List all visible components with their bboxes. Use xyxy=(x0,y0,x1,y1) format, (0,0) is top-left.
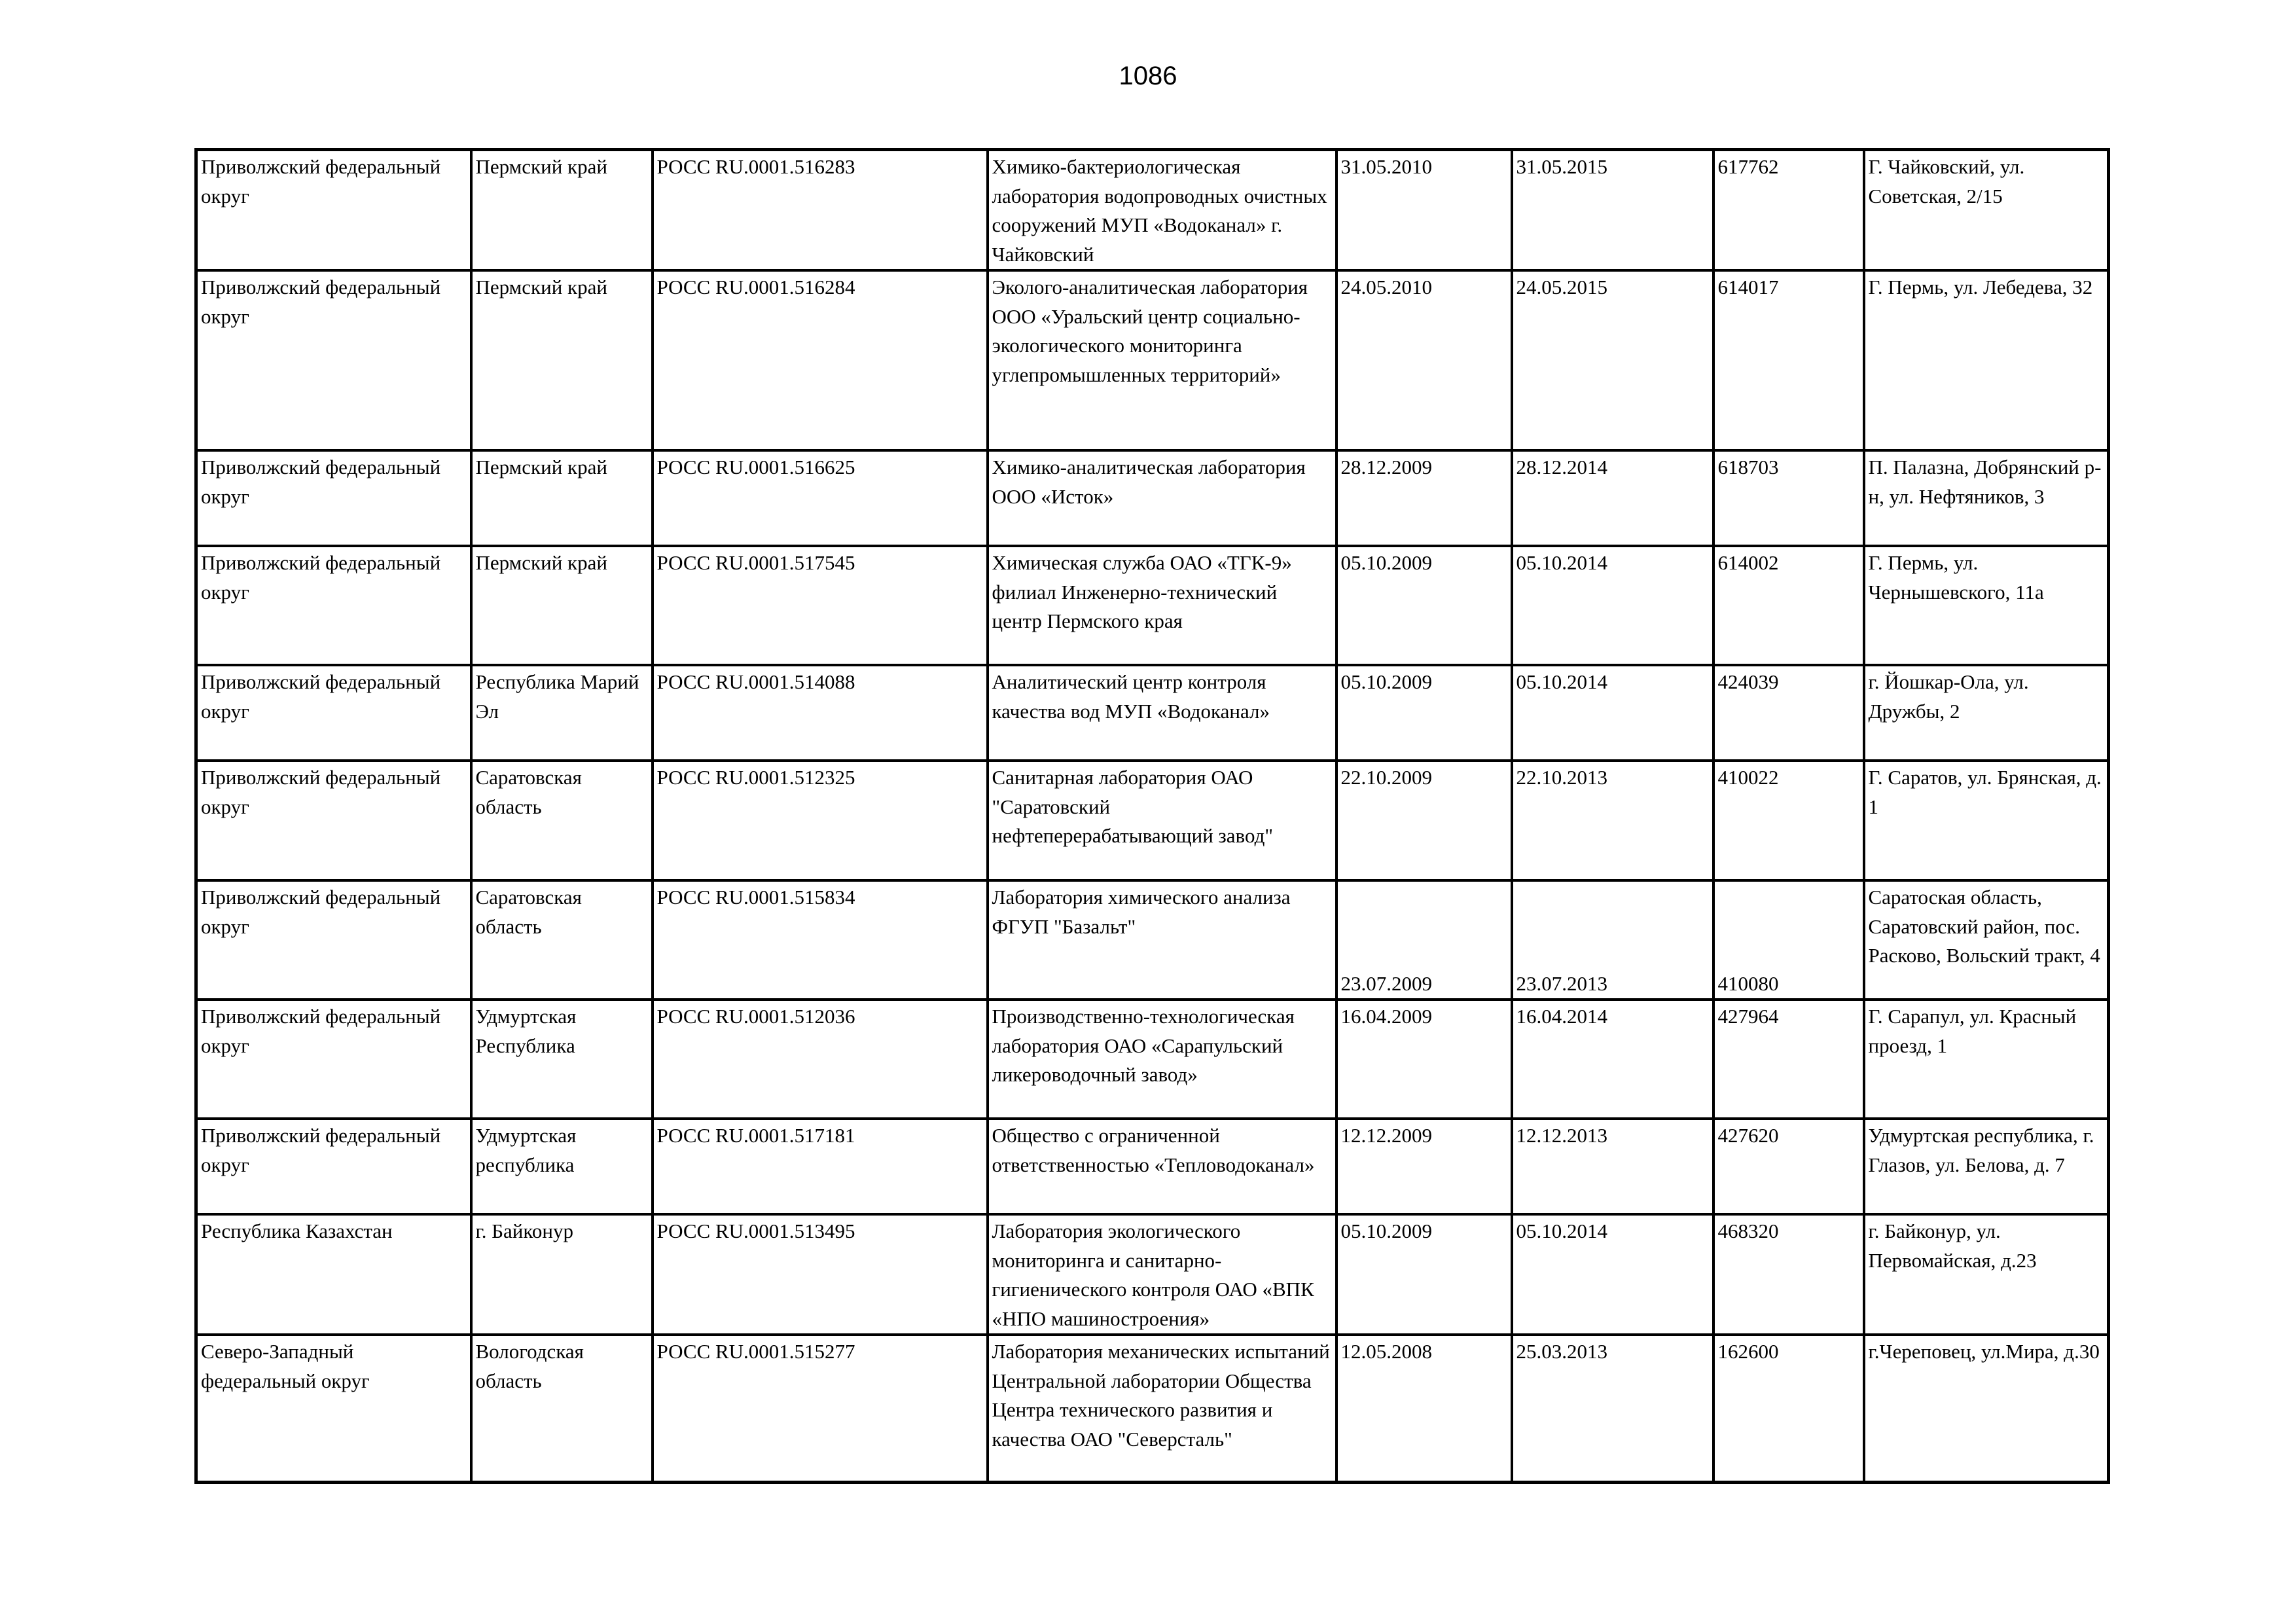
postcode-cell: 468320 xyxy=(1713,1214,1864,1335)
organization-cell: Лаборатория химического анализа ФГУП "Базальт" xyxy=(988,880,1336,1000)
date-issued-cell: 05.10.2009 xyxy=(1336,665,1512,761)
postcode-cell: 410080 xyxy=(1713,880,1864,1000)
district-cell: Приволжский федеральный округ xyxy=(196,150,471,271)
date-issued-cell: 23.07.2009 xyxy=(1336,880,1512,1000)
cert-number-cell: РОСС RU.0001.516625 xyxy=(653,450,988,546)
region-cell: Пермский край xyxy=(471,150,653,271)
table-row xyxy=(196,450,2109,546)
region-cell: Пермский край xyxy=(471,270,653,450)
address-cell: Г. Чайковский, ул. Советская, 2/15 xyxy=(1864,150,2109,271)
address-cell: П. Палазна, Добрянский р-н, ул. Нефтяников, 3 xyxy=(1864,450,2109,546)
organization-cell: Химико-аналитическая лаборатория ООО «Исток» xyxy=(988,450,1336,546)
date-valid-cell: 22.10.2013 xyxy=(1512,761,1713,880)
date-issued-cell: 05.10.2009 xyxy=(1336,546,1512,665)
organization-cell: Химическая служба ОАО «ТГК-9» филиал Инженерно-технический центр Пермского края xyxy=(988,546,1336,665)
address-cell: Г. Сарапул, ул. Красный проезд, 1 xyxy=(1864,1000,2109,1119)
cert-number-cell: РОСС RU.0001.514088 xyxy=(653,665,988,761)
postcode-cell: 618703 xyxy=(1713,450,1864,546)
accreditation-table xyxy=(194,148,2110,1484)
address-cell: Г. Пермь, ул. Лебедева, 32 xyxy=(1864,270,2109,450)
postcode-cell: 614002 xyxy=(1713,546,1864,665)
district-cell: Приволжский федеральный округ xyxy=(196,761,471,880)
region-cell: г. Байконур xyxy=(471,1214,653,1335)
date-valid-cell: 25.03.2013 xyxy=(1512,1335,1713,1482)
table-row xyxy=(196,665,2109,761)
table-row xyxy=(196,1214,2109,1335)
address-cell: г. Байконур, ул. Первомайская, д.23 xyxy=(1864,1214,2109,1335)
table-row xyxy=(196,150,2109,271)
cert-number-cell: РОСС RU.0001.516283 xyxy=(653,150,988,271)
address-cell: г. Йошкар-Ола, ул. Дружбы, 2 xyxy=(1864,665,2109,761)
organization-cell: Санитарная лаборатория ОАО "Саратовский нефтеперерабатывающий завод" xyxy=(988,761,1336,880)
date-issued-cell: 12.05.2008 xyxy=(1336,1335,1512,1482)
date-issued-cell: 22.10.2009 xyxy=(1336,761,1512,880)
date-valid-cell: 05.10.2014 xyxy=(1512,1214,1713,1335)
date-valid-cell: 28.12.2014 xyxy=(1512,450,1713,546)
district-cell: Приволжский федеральный округ xyxy=(196,450,471,546)
address-cell: Саратоская область, Саратовский район, пос. Расково, Вольский тракт, 4 xyxy=(1864,880,2109,1000)
table-row xyxy=(196,1000,2109,1119)
postcode-cell: 427964 xyxy=(1713,1000,1864,1119)
table-row xyxy=(196,270,2109,450)
date-valid-cell: 23.07.2013 xyxy=(1512,880,1713,1000)
cert-number-cell: РОСС RU.0001.512325 xyxy=(653,761,988,880)
district-cell: Приволжский федеральный округ xyxy=(196,880,471,1000)
date-valid-cell: 24.05.2015 xyxy=(1512,270,1713,450)
district-cell: Республика Казахстан xyxy=(196,1214,471,1335)
organization-cell: Общество с ограниченной ответственностью «Тепловодоканал» xyxy=(988,1119,1336,1214)
cert-number-cell: РОСС RU.0001.517181 xyxy=(653,1119,988,1214)
region-cell: Саратовская область xyxy=(471,761,653,880)
organization-cell: Лаборатория экологического мониторинга и санитарно-гигиенического контроля ОАО «ВПК «НПО машиностроения» xyxy=(988,1214,1336,1335)
date-issued-cell: 28.12.2009 xyxy=(1336,450,1512,546)
address-cell: Удмуртская республика, г. Глазов, ул. Белова, д. 7 xyxy=(1864,1119,2109,1214)
organization-cell: Аналитический центр контроля качества вод МУП «Водоканал» xyxy=(988,665,1336,761)
region-cell: Вологодская область xyxy=(471,1335,653,1482)
postcode-cell: 427620 xyxy=(1713,1119,1864,1214)
region-cell: Удмуртская Республика xyxy=(471,1000,653,1119)
date-valid-cell: 12.12.2013 xyxy=(1512,1119,1713,1214)
district-cell: Приволжский федеральный округ xyxy=(196,665,471,761)
table-row xyxy=(196,546,2109,665)
cert-number-cell: РОСС RU.0001.515834 xyxy=(653,880,988,1000)
organization-cell: Производственно-технологическая лаборатория ОАО «Сарапульский ликероводочный завод» xyxy=(988,1000,1336,1119)
page-number: 1086 xyxy=(1119,62,1177,90)
date-issued-cell: 05.10.2009 xyxy=(1336,1214,1512,1335)
organization-cell: Лаборатория механических испытаний Центральной лаборатории Общества Центра технического развития и качества ОАО "Северсталь" xyxy=(988,1335,1336,1482)
region-cell: Пермский край xyxy=(471,546,653,665)
cert-number-cell: РОСС RU.0001.512036 xyxy=(653,1000,988,1119)
cert-number-cell: РОСС RU.0001.517545 xyxy=(653,546,988,665)
organization-cell: Химико-бактериологическая лаборатория водопроводных очистных сооружений МУП «Водоканал» г. Чайковский xyxy=(988,150,1336,271)
district-cell: Приволжский федеральный округ xyxy=(196,1119,471,1214)
district-cell: Приволжский федеральный округ xyxy=(196,1000,471,1119)
postcode-cell: 614017 xyxy=(1713,270,1864,450)
postcode-cell: 162600 xyxy=(1713,1335,1864,1482)
cert-number-cell: РОСС RU.0001.516284 xyxy=(653,270,988,450)
date-issued-cell: 31.05.2010 xyxy=(1336,150,1512,271)
table-row xyxy=(196,761,2109,880)
address-cell: г.Череповец, ул.Мира, д.30 xyxy=(1864,1335,2109,1482)
postcode-cell: 617762 xyxy=(1713,150,1864,271)
district-cell: Приволжский федеральный округ xyxy=(196,270,471,450)
postcode-cell: 410022 xyxy=(1713,761,1864,880)
address-cell: Г. Саратов, ул. Брянская, д. 1 xyxy=(1864,761,2109,880)
cert-number-cell: РОСС RU.0001.513495 xyxy=(653,1214,988,1335)
date-valid-cell: 05.10.2014 xyxy=(1512,546,1713,665)
cert-number-cell: РОСС RU.0001.515277 xyxy=(653,1335,988,1482)
date-valid-cell: 31.05.2015 xyxy=(1512,150,1713,271)
table-row xyxy=(196,1335,2109,1482)
region-cell: Саратовская область xyxy=(471,880,653,1000)
date-valid-cell: 05.10.2014 xyxy=(1512,665,1713,761)
table-row xyxy=(196,1119,2109,1214)
date-issued-cell: 16.04.2009 xyxy=(1336,1000,1512,1119)
organization-cell: Эколого-аналитическая лаборатория ООО «Уральский центр социально-экологического мониторинга углепромышленных территорий» xyxy=(988,270,1336,450)
date-valid-cell: 16.04.2014 xyxy=(1512,1000,1713,1119)
district-cell: Приволжский федеральный округ xyxy=(196,546,471,665)
region-cell: Пермский край xyxy=(471,450,653,546)
date-issued-cell: 24.05.2010 xyxy=(1336,270,1512,450)
date-issued-cell: 12.12.2009 xyxy=(1336,1119,1512,1214)
address-cell: Г. Пермь, ул. Чернышевского, 11а xyxy=(1864,546,2109,665)
region-cell: Республика Марий Эл xyxy=(471,665,653,761)
region-cell: Удмуртская республика xyxy=(471,1119,653,1214)
district-cell: Северо-Западный федеральный округ xyxy=(196,1335,471,1482)
postcode-cell: 424039 xyxy=(1713,665,1864,761)
table-row xyxy=(196,880,2109,1000)
